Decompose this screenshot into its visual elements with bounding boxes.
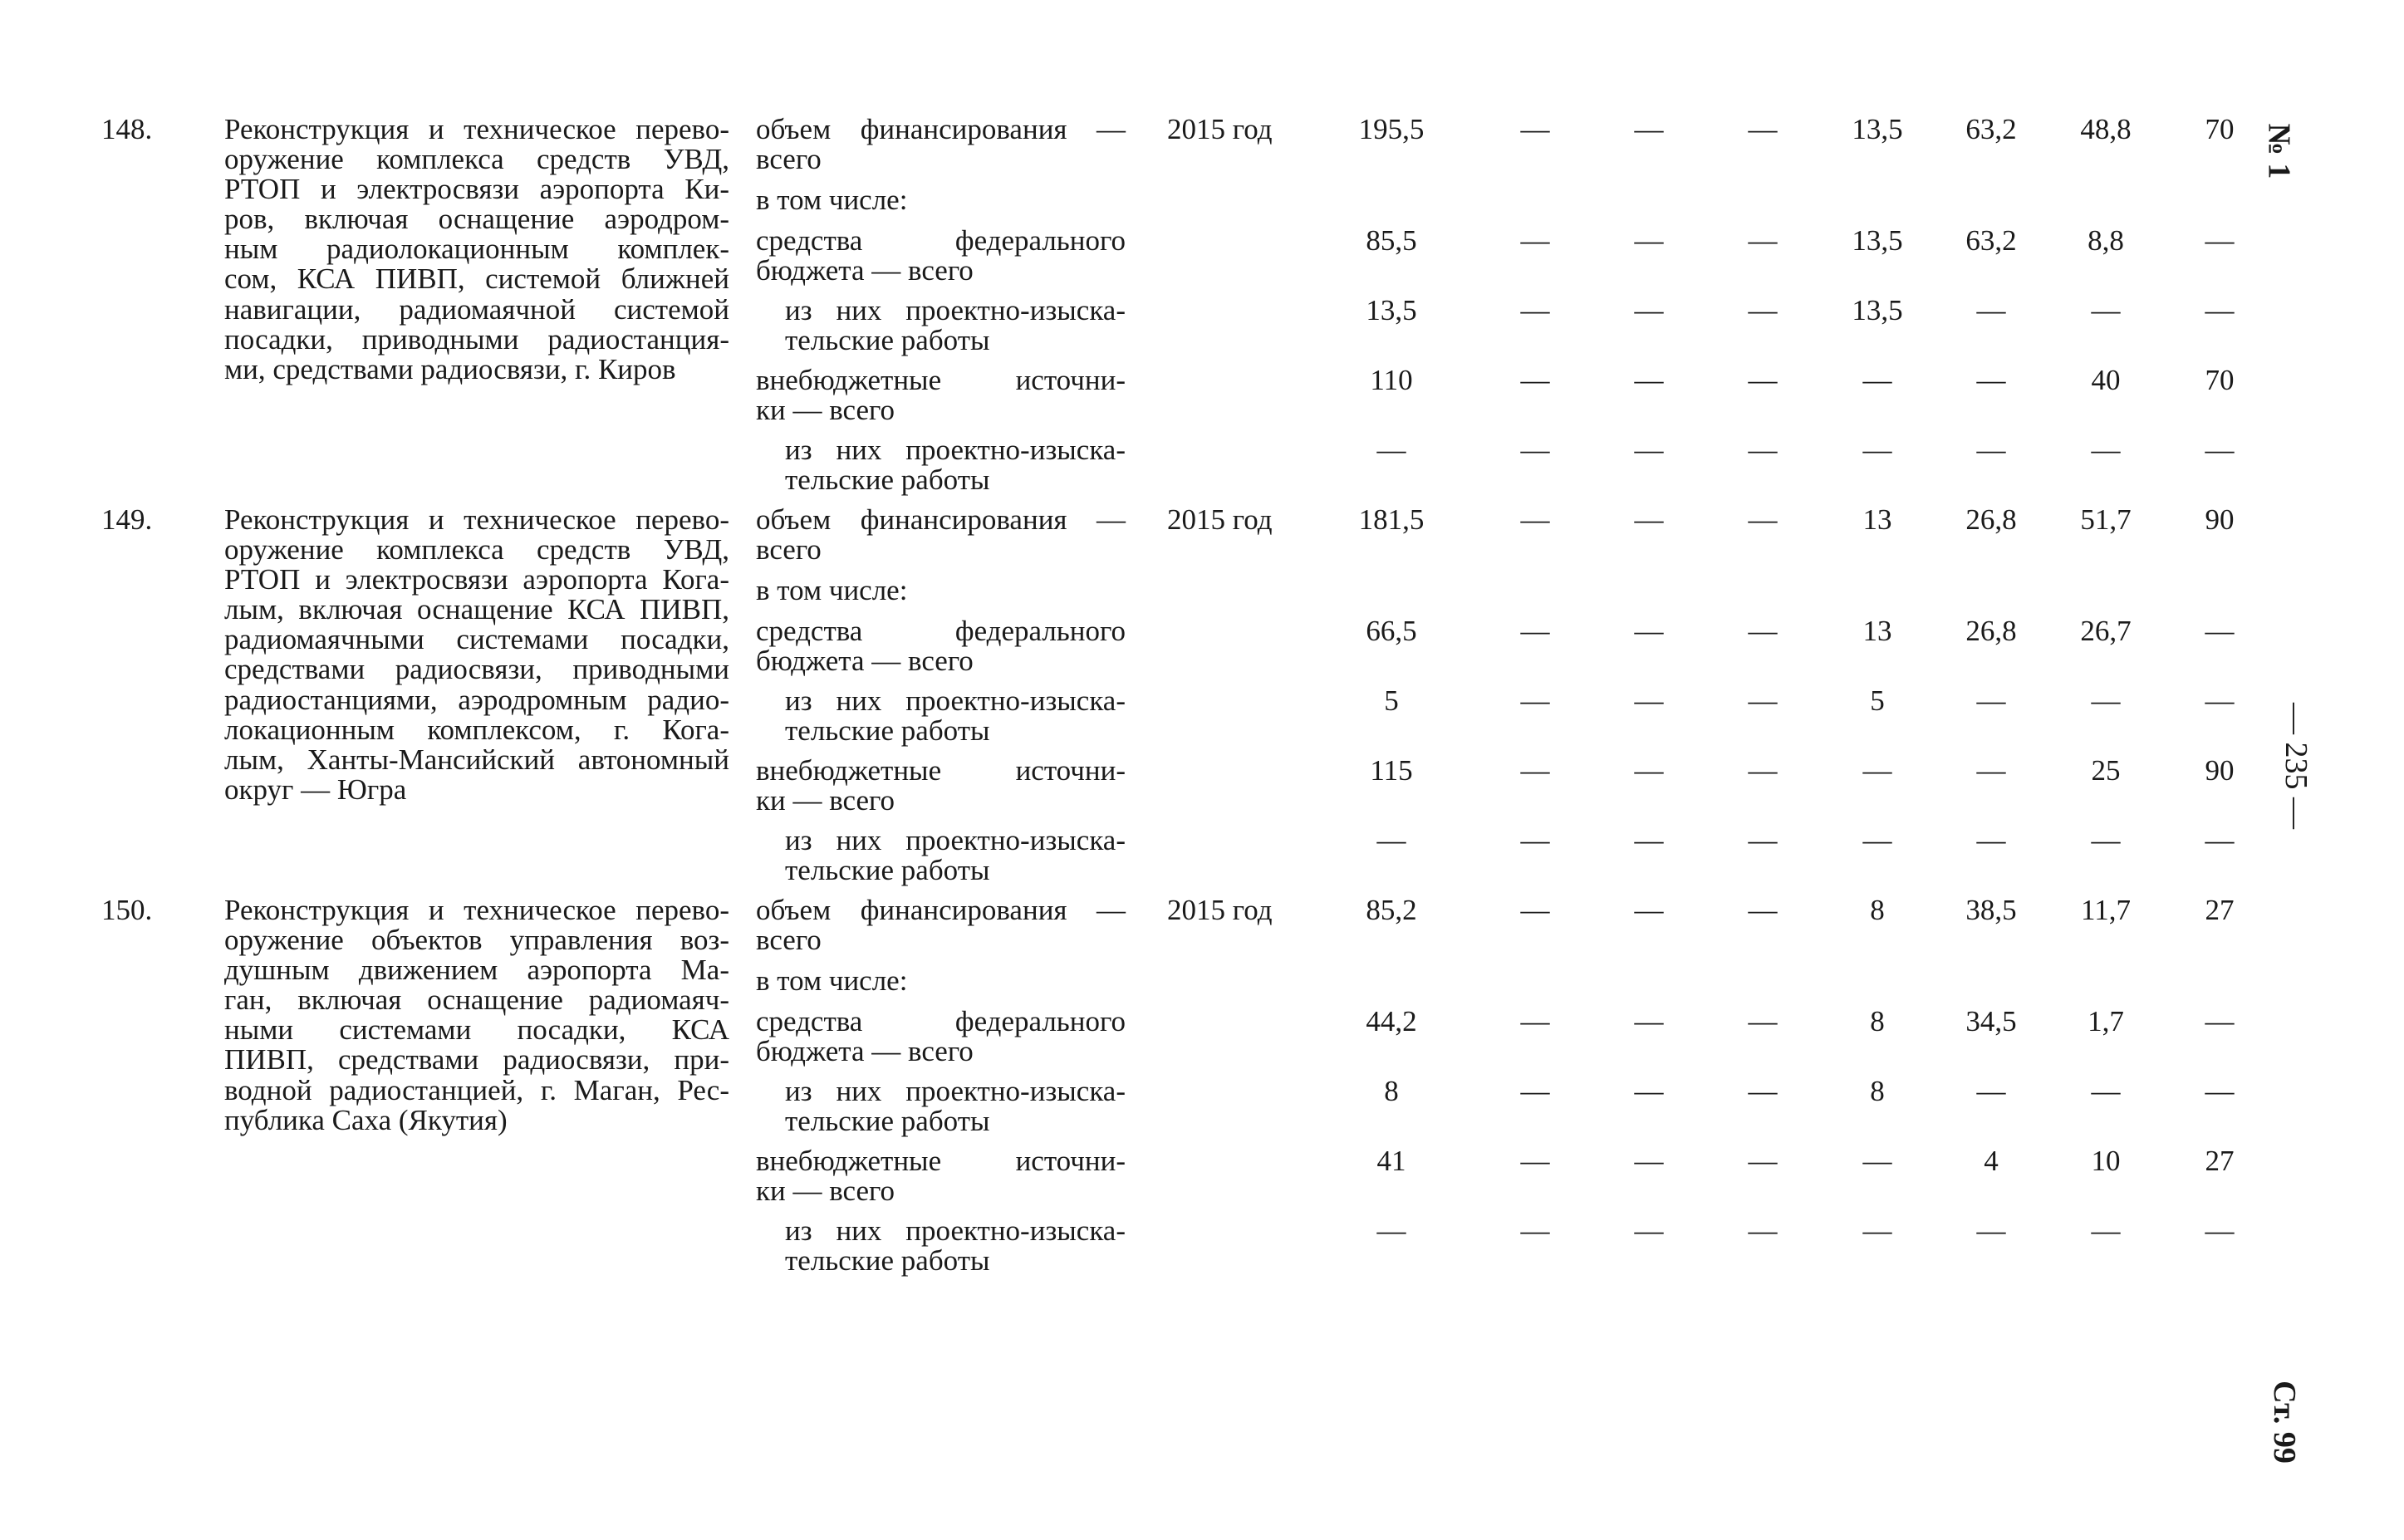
value-cell: 70 [2205,364,2235,396]
entry-number: 148. [101,113,153,145]
description-line: РТОП и электросвязи аэропорта Ки- [224,173,729,206]
value-cell: 85,5 [1366,224,1417,257]
value-cell: 63,2 [1965,113,2017,145]
value-cell: — [2091,434,2121,466]
value-cell: — [1748,615,1778,647]
value-cell: — [2091,294,2121,326]
label-line: из них проектно-изыска- [785,684,1126,717]
value-cell: — [1376,1214,1406,1247]
description-line: локационным комплексом, г. Кога- [224,713,729,746]
value-cell: — [1976,754,2006,787]
value-cell: 66,5 [1366,615,1417,647]
entry-number: 150. [101,894,153,926]
label-line: объем финансирования — [756,894,1126,926]
value-cell: — [2091,824,2121,856]
program-entry [0,390,2293,886]
value-cell: — [1634,684,1664,717]
value-cell: — [1520,824,1550,856]
label-line: из них проектно-изыска- [785,1214,1126,1247]
funding-source-label [785,1077,1126,1136]
value-cell: — [1520,434,1550,466]
value-cell: — [1520,684,1550,717]
value-cell: — [1520,503,1550,536]
description-line: ров, включая оснащение аэродром- [224,203,729,236]
value-cell: 34,5 [1965,1005,2017,1037]
value-cell: — [1634,824,1664,856]
description-line: РТОП и электросвязи аэропорта Кога- [224,563,729,596]
description-line: оружение комплекса средств УВД, [224,533,729,566]
description-line: Реконструкция и техническое перево- [224,503,729,536]
label-line: средства федерального [756,615,1126,647]
value-cell: 8 [1870,1005,1885,1037]
value-cell: — [1520,1145,1550,1177]
funding-source-label [756,616,1126,676]
value-cell: 85,2 [1366,894,1417,926]
funding-source-label [756,185,1126,215]
value-cell: — [1634,434,1664,466]
value-cell: — [2205,684,2235,717]
value-cell: 26,7 [2080,615,2132,647]
value-cell: — [1520,113,1550,145]
description-line: ными системами посадки, КСА [224,1013,729,1047]
value-cell: 4 [1984,1145,1999,1177]
value-cell: 51,7 [2080,503,2132,536]
value-cell: — [1748,294,1778,326]
value-cell: — [1520,1214,1550,1247]
value-cell: 38,5 [1965,894,2017,926]
label-line: ки — всего [756,1175,895,1207]
program-entry [0,781,2293,1277]
value-cell: — [1976,434,2006,466]
value-cell: 13,5 [1366,294,1417,326]
value-cell: — [2205,824,2235,856]
funding-source-label [756,115,1126,174]
label-line: в том числе: [756,964,908,997]
value-cell: — [1748,684,1778,717]
value-cell: 44,2 [1366,1005,1417,1037]
value-cell: — [1634,294,1664,326]
value-cell: — [1520,1005,1550,1037]
value-cell: — [1520,754,1550,787]
entry-description [224,505,729,805]
entry-year: 2015 год [1167,113,1273,145]
value-cell: — [1634,224,1664,257]
description-line: посадки, приводными радиостанция- [224,322,729,356]
value-cell: — [1634,894,1664,926]
funding-source-label [756,895,1126,955]
description-line: радиомаячными системами посадки, [224,623,729,656]
value-cell: 13,5 [1852,113,1903,145]
description-line: сом, КСА ПИВП, системой ближней [224,262,729,296]
value-cell: — [1862,434,1892,466]
value-cell: — [1862,754,1892,787]
value-cell: — [2205,1214,2235,1247]
value-cell: 8 [1870,1075,1885,1107]
description-line: радиостанциями, аэродромным радио- [224,683,729,716]
value-cell: — [1748,894,1778,926]
label-line: средства федерального [756,1005,1126,1037]
value-cell: 110 [1370,364,1413,396]
value-cell: — [1748,1005,1778,1037]
label-line: тельские работы [785,854,990,886]
value-cell: — [1976,824,2006,856]
value-cell: 41 [1376,1145,1406,1177]
value-cell: — [1748,503,1778,536]
label-line: тельские работы [785,324,990,356]
value-cell: 10 [2091,1145,2121,1177]
description-line: ми, средствами радиосвязи, г. Киров [224,352,676,385]
value-cell: 195,5 [1358,113,1425,145]
description-line: округ — Югра [224,772,407,806]
value-cell: — [1748,754,1778,787]
value-cell: 26,8 [1965,615,2017,647]
label-line: бюджета — всего [756,645,974,677]
value-cell: — [1520,615,1550,647]
value-cell: 63,2 [1965,224,2017,257]
description-line: средствами радиосвязи, приводными [224,653,729,686]
label-line: тельские работы [785,1105,990,1137]
value-cell: — [2091,1075,2121,1107]
funding-source-label [785,296,1126,356]
value-cell: — [2205,224,2235,257]
label-line: всего [756,533,822,566]
value-cell: — [1520,224,1550,257]
value-cell: — [1376,434,1406,466]
value-cell: 8 [1384,1075,1399,1107]
value-cell: — [1634,1145,1664,1177]
label-line: тельские работы [785,463,990,496]
value-cell: — [1748,1145,1778,1177]
value-cell: 48,8 [2080,113,2132,145]
funding-source-label [756,1146,1126,1206]
label-line: средства федерального [756,224,1126,257]
page-number: — 235 — [2279,703,2313,829]
funding-source-label [756,576,1126,606]
label-line: внебюджетные источни- [756,364,1126,396]
label-line: из них проектно-изыска- [785,434,1126,466]
value-cell: — [1748,1214,1778,1247]
funding-source-label [756,226,1126,286]
label-line: ки — всего [756,394,895,426]
value-cell: 26,8 [1965,503,2017,536]
label-line: всего [756,924,822,956]
value-cell: 5 [1384,684,1399,717]
value-cell: — [1748,364,1778,396]
description-line: Реконструкция и техническое перево- [224,113,729,145]
value-cell: 70 [2205,113,2235,145]
label-line: бюджета — всего [756,1035,974,1067]
value-cell: — [1748,824,1778,856]
funding-source-label [756,505,1126,565]
value-cell: 13 [1862,503,1892,536]
value-cell: 13,5 [1852,294,1903,326]
value-cell: — [1976,1214,2006,1247]
value-cell: — [2205,1005,2235,1037]
value-cell: — [2091,1214,2121,1247]
value-cell: — [1634,1005,1664,1037]
value-cell: 1,7 [2088,1005,2124,1037]
funding-source-label [785,686,1126,746]
description-line: навигации, радиомаячной системой [224,292,729,326]
description-line: оружение объектов управления воз- [224,924,729,957]
value-cell: — [1634,754,1664,787]
value-cell: — [1520,1075,1550,1107]
funding-source-label [756,1007,1126,1067]
value-cell: — [1634,1214,1664,1247]
value-cell: — [2091,684,2121,717]
label-line: тельские работы [785,1244,990,1277]
value-cell: 8 [1870,894,1885,926]
description-line: Реконструкция и техническое перево- [224,894,729,926]
value-cell: — [2205,434,2235,466]
label-line: всего [756,143,822,175]
description-line: лым, Ханты-Мансийский автономный [224,743,729,776]
value-cell: 11,7 [2081,894,2131,926]
value-cell: — [1520,364,1550,396]
label-line: объем финансирования — [756,113,1126,145]
label-line: объем финансирования — [756,503,1126,536]
entry-year: 2015 год [1167,503,1273,536]
label-line: из них проектно-изыска- [785,1075,1126,1107]
value-cell: 90 [2205,754,2235,787]
value-cell: — [1748,434,1778,466]
label-line: внебюджетные источни- [756,754,1126,787]
entry-description [224,895,729,1135]
value-cell: 5 [1870,684,1885,717]
description-line: душным движением аэропорта Ма- [224,954,729,987]
value-cell: — [1976,294,2006,326]
funding-source-label [785,1216,1126,1276]
value-cell: — [1634,615,1664,647]
label-line: ки — всего [756,784,895,817]
label-line: внебюджетные источни- [756,1145,1126,1177]
value-cell: 40 [2091,364,2121,396]
label-line: в том числе: [756,184,908,216]
value-cell: — [2205,1075,2235,1107]
funding-source-label [756,966,1126,996]
value-cell: — [2205,294,2235,326]
value-cell: — [1862,824,1892,856]
value-cell: — [1634,1075,1664,1107]
article-number: Ст. 99 [2266,1381,2302,1464]
label-line: в том числе: [756,574,908,606]
value-cell: 25 [2091,754,2121,787]
value-cell: — [1862,364,1892,396]
value-cell: — [1634,113,1664,145]
value-cell: — [1976,684,2006,717]
entry-description [224,115,729,385]
value-cell: — [1748,224,1778,257]
value-cell: 181,5 [1358,503,1425,536]
description-line: водной радиостанцией, г. Маган, Рес- [224,1073,729,1106]
value-cell: — [1748,1075,1778,1107]
value-cell: — [1376,824,1406,856]
value-cell: — [1976,1075,2006,1107]
entry-number: 149. [101,503,153,536]
value-cell: — [1862,1145,1892,1177]
description-line: ным радиолокационным комплек- [224,233,729,266]
label-line: бюджета — всего [756,254,974,287]
description-line: ПИВП, средствами радиосвязи, при- [224,1043,729,1077]
value-cell: — [1520,894,1550,926]
program-entry [0,0,2293,496]
value-cell: — [1520,294,1550,326]
value-cell: — [2205,615,2235,647]
value-cell: 13 [1862,615,1892,647]
description-line: оружение комплекса средств УВД, [224,143,729,176]
value-cell: — [1634,364,1664,396]
label-line: тельские работы [785,714,990,747]
value-cell: 27 [2205,894,2235,926]
description-line: публика Саха (Якутия) [224,1103,508,1136]
value-cell: 8,8 [2088,224,2124,257]
value-cell: — [1976,364,2006,396]
label-line: из них проектно-изыска- [785,294,1126,326]
value-cell: — [1862,1214,1892,1247]
entry-year: 2015 год [1167,894,1273,926]
issue-number: № 1 [2261,123,2297,179]
value-cell: — [1748,113,1778,145]
value-cell: 115 [1370,754,1413,787]
value-cell: — [1634,503,1664,536]
value-cell: 90 [2205,503,2235,536]
label-line: из них проектно-изыска- [785,824,1126,856]
description-line: лым, включая оснащение КСА ПИВП, [224,593,729,626]
description-line: ган, включая оснащение радиомаяч- [224,983,729,1017]
value-cell: 13,5 [1852,224,1903,257]
value-cell: 27 [2205,1145,2235,1177]
